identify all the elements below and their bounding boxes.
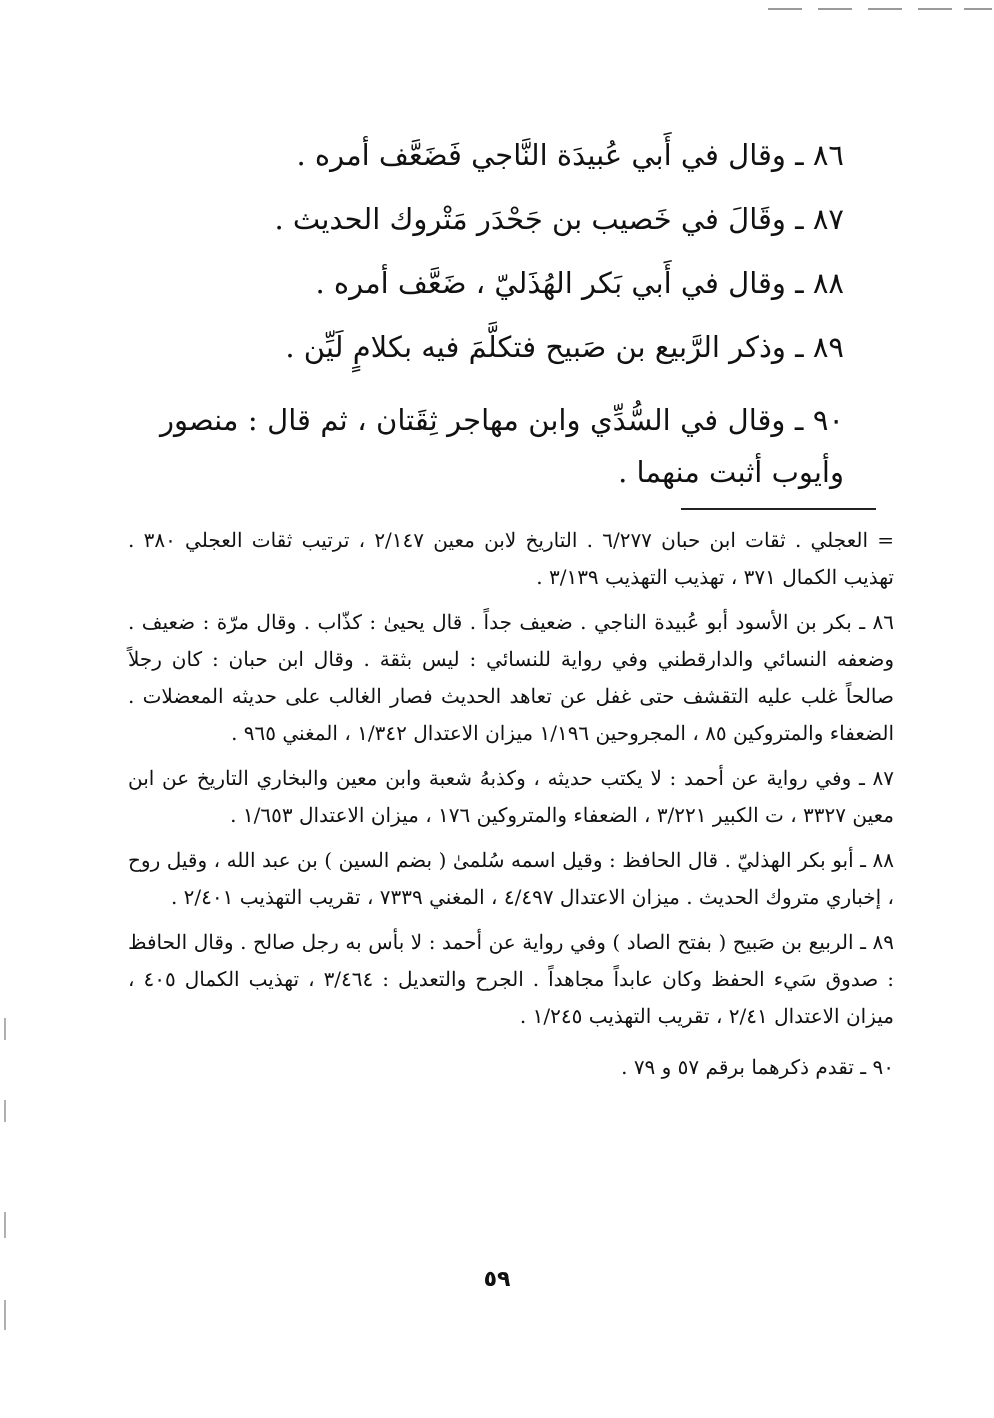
- scan-artifact-dash: [918, 8, 952, 10]
- page-number: ٥٩: [483, 1267, 511, 1292]
- footnote-separator: [681, 508, 876, 510]
- scan-artifact-tick: [4, 1212, 6, 1238]
- scan-artifact-tick: [4, 1018, 6, 1040]
- main-text-line-86: ٨٦ ـ وقال في أَبي عُبيدَة النَّاجي فَضَعَّف أمره .: [296, 138, 844, 172]
- main-text-line-88: ٨٨ ـ وقال في أَبي بَكر الهُذَليّ ، ضَعَّف أمره .: [315, 266, 844, 300]
- main-text-line-87: ٨٧ ـ وقَالَ في خَصيب بن جَحْدَر مَتْروك الحديث .: [274, 202, 844, 236]
- footnote-88: ٨٨ ـ أبو بكر الهذليّ . قال الحافظ : وقيل اسمه سُلمىٰ ( بضم السين ) بن عبد الله ، وقيل روح ، إخباري متروك الحديث . ميزان الاعتدال ٤/٤٩٧ ، المغني ٧٣٣٩ ، تقريب التهذيب ٢/٤٠١ .: [128, 848, 894, 909]
- scan-artifact-tick: [4, 1300, 6, 1330]
- main-text-line-89: ٨٩ ـ وذكر الرَّبيع بن صَبيح فتكلَّمَ فيه بكلامٍ لَيِّن .: [285, 330, 844, 364]
- footnote-90: ٩٠ ـ تقدم ذكرهما برقم ٥٧ و ٧٩ .: [621, 1055, 894, 1079]
- scan-artifact-dash: [964, 8, 992, 10]
- footnote-continued: = العجلي . ثقات ابن حبان ٦/٢٧٧ . التاريخ لابن معين ٢/١٤٧ ، ترتيب ثقات العجلي ٣٨٠ . تهذيب الكمال ٣٧١ ، تهذيب التهذيب ٣/١٣٩ .: [128, 528, 894, 589]
- scan-artifact-dash: [768, 8, 802, 10]
- footnote-89: ٨٩ ـ الربيع بن صَبيح ( بفتح الصاد ) وفي رواية عن أحمد : لا بأس به رجل صالح . وقال الحافظ : صدوق سَيء الحفظ وكان عابداً مجاهداً . الجرح والتعديل : ٣/٤٦٤ ، تهذيب الكمال ٤٠٥ ، ميزان الاعتدال ٢/٤١ ، تقريب التهذيب ١/٢٤٥ .: [128, 930, 894, 1028]
- main-text-paragraph-90: ٩٠ ـ وقال في السُّدِّي وابن مهاجر ثِقَتان ، ثم قال : منصور وأيوب أثبت منهما .: [160, 403, 844, 489]
- scan-artifact-dash: [868, 8, 902, 10]
- main-text: [160, 138, 844, 498]
- footnotes: [128, 522, 894, 1094]
- footnote-86: ٨٦ ـ بكر بن الأسود أبو عُبيدة الناجي . ضعيف جداً . قال يحيىٰ : كذّاب . وقال مرّة : ضعيف . وضعفه النسائي والدارقطني وفي رواية للنسائي : ليس بثقة . وقال ابن حبان : كان رجلاً صالحاً غلب عليه التقشف حتى غفل عن تعاهد الحديث فصار الغالب على حديثه المعضلات . الضعفاء والمتروكين ٨٥ ، المجروحين ١/١٩٦ ميزان الاعتدال ١/٣٤٢ ، المغني ٩٦٥ .: [128, 610, 894, 745]
- footnote-87: ٨٧ ـ وفي رواية عن أحمد : لا يكتب حديثه ، وكذبهُ شعبة وابن معين والبخاري التاريخ عن ابن معين ٣٣٢٧ ، ت الكبير ٣/٢٢١ ، الضعفاء والمتروكين ١٧٦ ، ميزان الاعتدال ١/٦٥٣ .: [128, 766, 894, 827]
- scan-artifact-dash: [818, 8, 852, 10]
- scan-artifact-tick: [4, 1100, 6, 1122]
